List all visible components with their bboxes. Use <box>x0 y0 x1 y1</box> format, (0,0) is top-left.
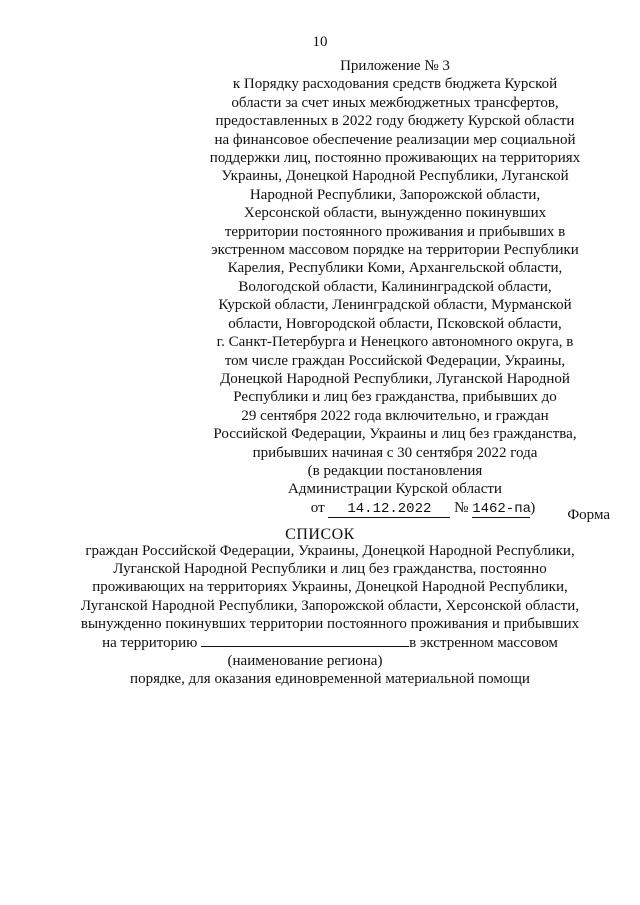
closing-paren: ) <box>530 499 536 516</box>
resolution-date: 14.12.2022 <box>328 502 450 518</box>
territory-line <box>60 633 600 652</box>
page-number: 10 <box>312 34 328 50</box>
appendix-line: области за счет иных межбюджетных трансфертов, <box>231 94 559 111</box>
appendix-line: Карелия, Республики Коми, Архангельской области, <box>227 260 563 277</box>
appendix-line: Херсонской области, вынужденно покинувших <box>243 205 547 222</box>
territory-suffix: в экстренном массовом <box>409 635 558 652</box>
form-label: Форма <box>567 507 610 523</box>
resolution-date-line <box>190 499 600 518</box>
list-line: граждан Российской Федерации, Украины, Донецкой Народной Республики, <box>85 543 575 559</box>
list-last-line: порядке, для оказания единовременной материальной помощи <box>130 671 530 688</box>
list-line: Луганской Народной Республики, Запорожской области, Херсонской области, <box>80 597 580 614</box>
appendix-header <box>190 57 600 518</box>
appendix-line: территории постоянного проживания и прибывших в <box>224 223 566 240</box>
number-prefix: № <box>454 499 469 516</box>
list-title: СПИСОК <box>285 526 355 543</box>
appendix-line: том числе граждан Российской Федерации, Украины, <box>224 352 566 369</box>
list-line: Луганской Народной Республики и лиц без гражданства, постоянно <box>113 561 547 578</box>
region-caption: (наименование региона) <box>227 653 383 670</box>
appendix-line: экстренном массовом порядке на территории Республики <box>211 242 579 259</box>
resolution-number: 1462-па <box>472 500 532 517</box>
appendix-line: Донецкой Народной Республики, Луганской Народной <box>220 370 570 387</box>
appendix-line: Республики и лиц без гражданства, прибывших до <box>233 389 557 406</box>
appendix-line: к Порядку расходования средств бюджета Курской <box>232 76 558 93</box>
appendix-line: 29 сентября 2022 года включительно, и граждан <box>241 407 549 424</box>
date-prefix: от <box>310 499 325 516</box>
approval-block <box>190 462 600 518</box>
appendix-line: Украины, Донецкой Народной Республики, Луганской <box>221 168 569 185</box>
territory-prefix: на территорию <box>102 635 198 652</box>
appendix-line: прибывших начиная с 30 сентября 2022 года <box>252 444 538 461</box>
appendix-line: поддержки лиц, постоянно проживающих на территориях <box>209 150 581 167</box>
list-description <box>60 542 600 689</box>
list-line: вынужденно покинувших территории постоянного проживания и прибывших <box>80 615 580 632</box>
approval-line: (в редакции постановления <box>307 462 483 479</box>
appendix-line: на финансовое обеспечение реализации мер социальной <box>214 131 576 148</box>
appendix-line: Вологодской области, Калининградской области, <box>238 278 552 295</box>
appendix-line: области, Новгородской области, Псковской области, <box>228 315 562 332</box>
appendix-line: предоставленных в 2022 году бюджету Курской области <box>215 113 575 130</box>
appendix-line: г. Санкт-Петербурга и Ненецкого автономного округа, в <box>216 334 574 351</box>
appendix-line: Российской Федерации, Украины и лиц без гражданства, <box>213 426 577 443</box>
appendix-line: Народной Республики, Запорожской области, <box>249 186 541 203</box>
appendix-line: Курской области, Ленинградской области, Мурманской <box>218 297 572 314</box>
list-line: проживающих на территориях Украины, Донецкой Народной Республики, <box>92 579 568 596</box>
region-blank-field <box>201 633 409 647</box>
approval-line: Администрации Курской области <box>288 481 502 498</box>
appendix-title: Приложение № 3 <box>340 58 450 74</box>
